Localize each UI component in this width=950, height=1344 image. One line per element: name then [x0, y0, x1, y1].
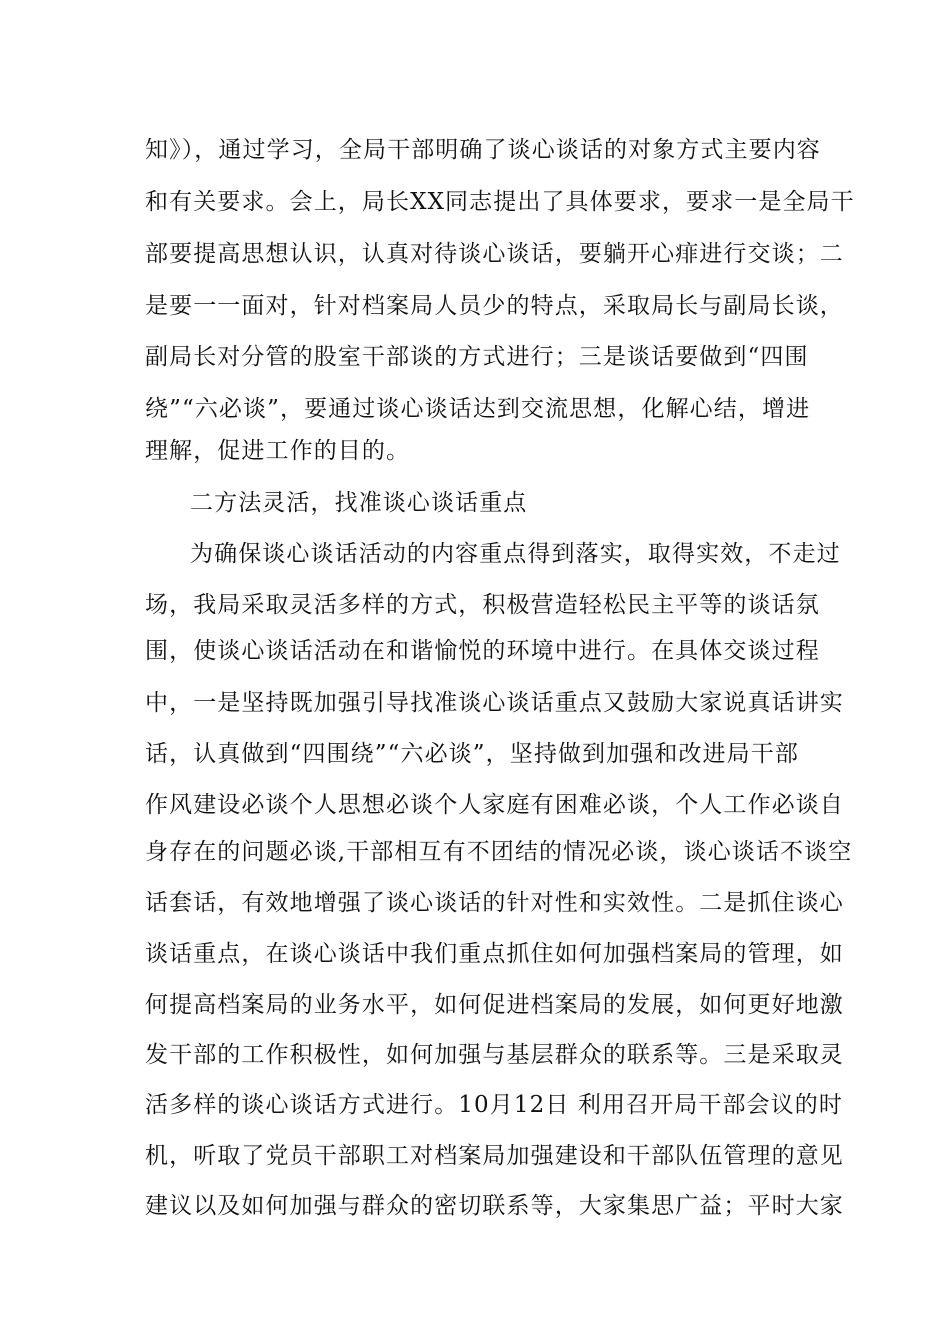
text-line: 副局长对分管的股室干部谈的方式进行；三是谈话要做到“四围 — [145, 344, 809, 370]
text-line: 场，我局采取灵活多样的方式，积极营造轻松民主平等的谈话氛 — [145, 592, 820, 618]
text-line: 谈话重点，在谈心谈话中我们重点抓住如何加强档案局的管理，如 — [145, 941, 844, 967]
text-line: 建议以及如何加强与群众的密切联系等，大家集思广益；平时大家 — [145, 1193, 844, 1219]
text-line: 活多样的谈心谈话方式进行。10月12日 利用召开局干部会议的时 — [145, 1092, 843, 1118]
section-heading: 二方法灵活，找准谈心谈话重点 — [190, 490, 528, 516]
text-line: 围，使谈心谈话活动在和谐愉悦的环境中进行。在具体交谈过程 — [145, 638, 820, 664]
text-line: 和有关要求。会上，局长XX同志提出了具体要求，要求一是全局干 — [145, 189, 855, 215]
text-line: 身存在的问题必谈,干部相互有不团结的情况必谈，谈心谈话不谈空 — [145, 839, 853, 865]
text-line: 理解，促进工作的目的。 — [145, 438, 411, 464]
text-line: 话套话，有效地增强了谈心谈话的针对性和实效性。二是抓住谈心 — [145, 890, 844, 916]
text-line: 何提高档案局的业务水平，如何促进档案局的发展，如何更好地激 — [145, 992, 844, 1018]
text-line: 知》），通过学习，全局干部明确了谈心谈话的对象方式主要内容 — [145, 137, 821, 163]
paragraph-first-line: 为确保谈心谈话活动的内容重点得到落实，取得实效，不走过 — [190, 541, 841, 567]
text-line: 机，听取了党员干部职工对档案局加强建设和干部队伍管理的意见 — [145, 1143, 844, 1169]
text-line: 作风建设必谈个人思想必谈个人家庭有困难必谈，个人工作必谈自 — [145, 792, 844, 818]
text-line: 中，一是坚持既加强引导找准谈心谈话重点又鼓励大家说真话讲实 — [145, 690, 844, 716]
text-line: 绕”“六必谈”，要通过谈心谈话达到交流思想，化解心结，增进 — [145, 396, 811, 422]
text-line: 是要一一面对，针对档案局人员少的特点，采取局长与副局长谈， — [145, 293, 844, 319]
text-line: 部要提高思想认识，认真对待谈心谈话，要躺开心痱进行交谈；二 — [145, 241, 844, 267]
text-line: 发干部的工作积极性，如何加强与基层群众的联系等。三是采取灵 — [145, 1042, 844, 1068]
text-line: 话，认真做到“四围绕”“六必谈”，坚持做到加强和改进局干部 — [145, 741, 799, 767]
